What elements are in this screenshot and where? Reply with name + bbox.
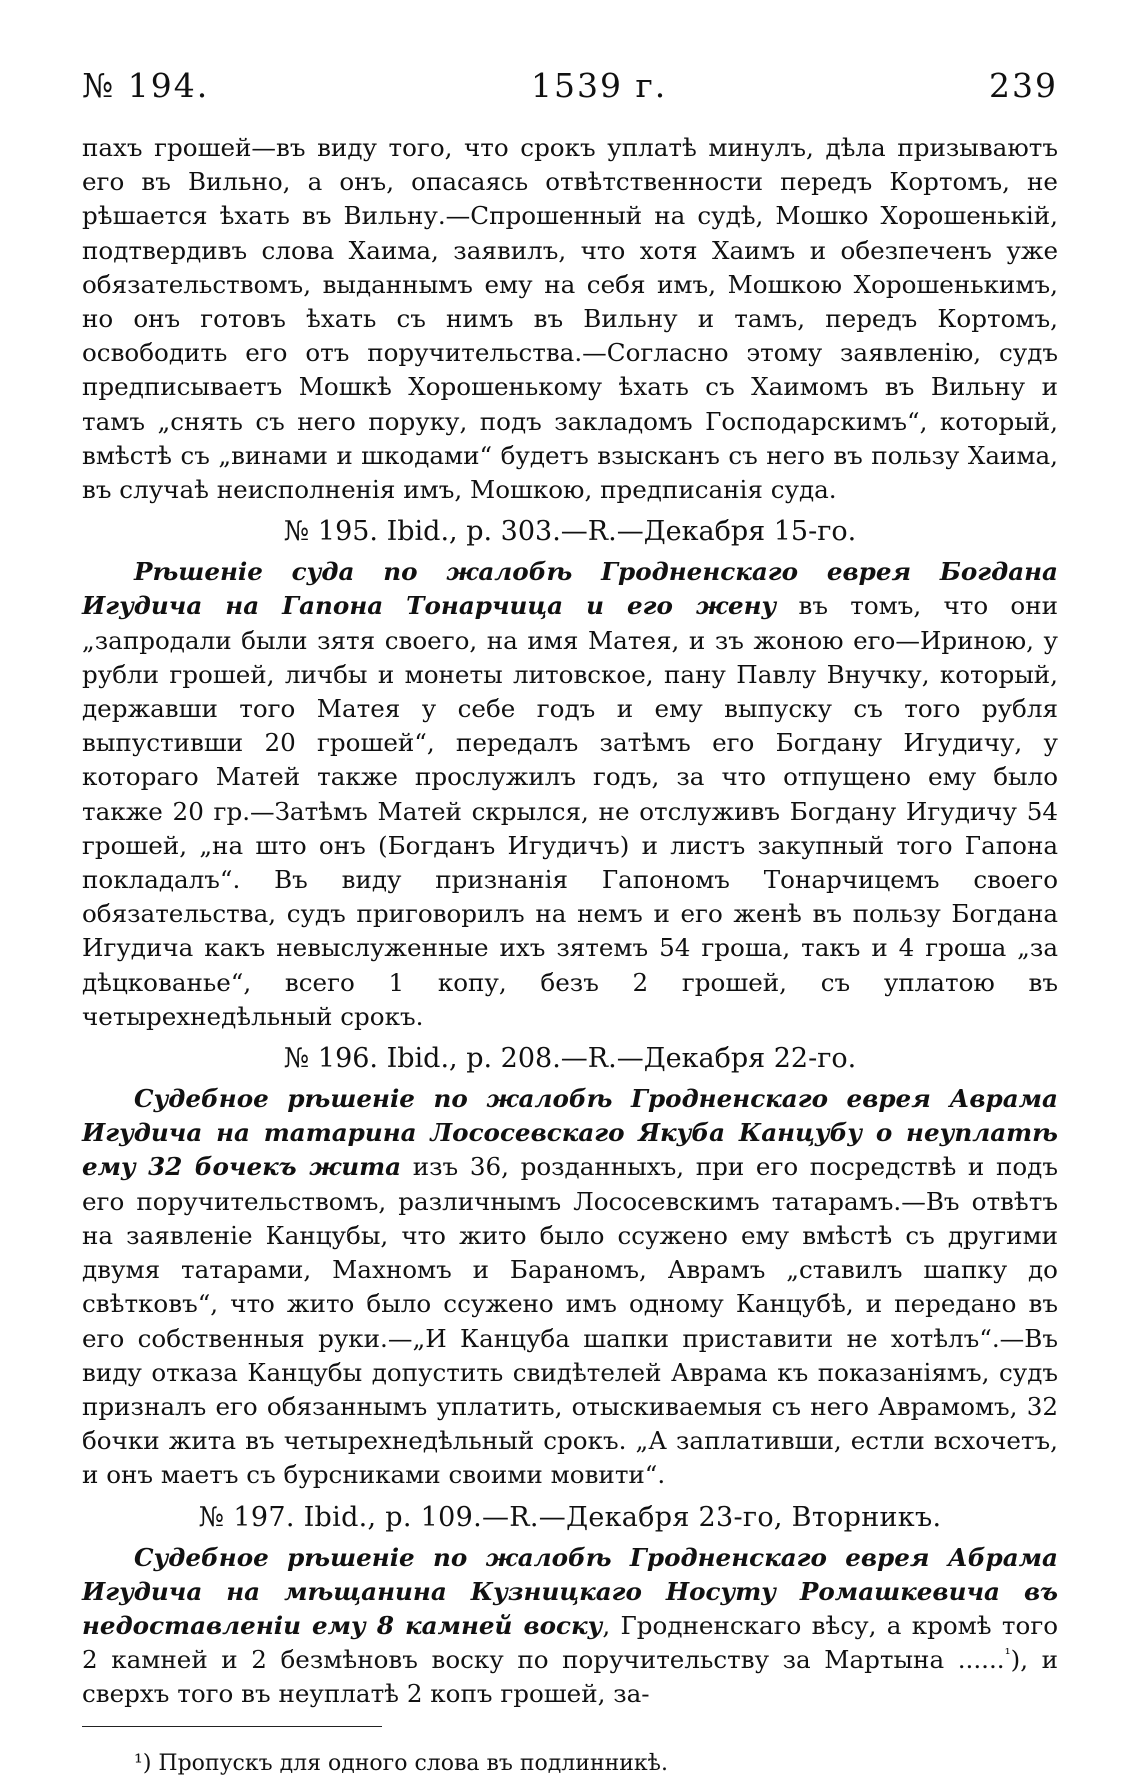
entry-text-continued: ), и сверхъ того въ неуплатѣ 2 копъ грошей, за- [82, 1645, 1059, 1709]
entry-heading-195: № 195. Ibid., p. 303.—R.—Декабря 15-го. [283, 516, 857, 548]
entry-summary: Судебное рѣшеніе по жалобѣ Гродненскаго еврея Аврама Игудича на татарина Лососевскаго Якуба Канцубу о неуплатѣ ему 32 бочекъ жита [82, 1084, 1058, 1182]
entry-196 [82, 1082, 1058, 1492]
footnote [82, 1749, 1058, 1779]
entry-summary: Судебное рѣшеніе по жалобѣ Гродненскаго еврея Абрама Игудича на мѣщанина Кузницкаго Носуту Ромашкевича въ недоставленіи ему 8 камней воску [82, 1542, 1058, 1640]
entry-heading-197: № 197. Ibid., p. 109.—R.—Декабря 23-го, Вторникъ. [198, 1501, 942, 1533]
year: 1539 г. [530, 66, 668, 105]
entry-text: , Гродненскаго вѣсу, а кромѣ того 2 камней и 2 безмѣновъ воску по поручительству за Мартына ...... [82, 1610, 1059, 1675]
running-head [82, 66, 1058, 105]
entry-text: изъ 36, розданныхъ, при его посредствѣ и подъ его поручительствомъ, различнымъ Лососевскимъ татарамъ.—Въ отвѣтъ на заявленіе Канцубы, что жито было ссужено ему вмѣстѣ съ другими двумя татарами, Махномъ и Бараномъ, Аврамъ „ставилъ шапку до свѣтковъ“, что жито было ссужено имъ одному Канцубѣ, и передано въ его собственныя руки.—„И Канцуба шапки приставити не хотѣлъ“.—Въ виду отказа Канцубы допустить свидѣтелей Аврама къ показаніямъ, судъ призналъ его обязаннымъ уплатить, отыскиваемыя съ него Аврамомъ, 32 бочки жита въ четырехнедѣльный срокъ. „А заплативши, естли всхочетъ, и онъ маетъ съ бурсниками своими мовити“. [82, 1152, 1058, 1490]
entry-summary: Рѣшеніе суда по жалобѣ Гродненскаго еврея Богдана Игудича на Гапона Тонарчица и его жену [82, 557, 1058, 621]
footnote-text: Пропускъ для одного слова въ подлинникѣ. [151, 1750, 668, 1776]
continuation-paragraph: пахъ грошей—въ виду того, что срокъ уплатѣ минулъ, дѣла призываютъ его въ Вильно, а онъ, опасаясь отвѣтственности передъ Кортомъ, не рѣшается ѣхать въ Вильну.—Спрошенный на судѣ, Мошко Хорошенькій, подтвердивъ слова Хаима, заявилъ, что хотя Хаимъ и обезпеченъ уже обязательствомъ, выданнымъ ему на себя имъ, Мошкою Хорошенькимъ, но онъ готовъ ѣхать съ нимъ въ Вильну и тамъ, передъ Кортомъ, освободить его отъ поручительства.—Согласно этому заявленію, судъ предписываетъ Мошкѣ Хорошенькому ѣхать съ Хаимомъ въ Вильну и тамъ „снять съ него поруку, подъ закладомъ Господарскимъ“, который, вмѣстѣ съ „винами и шкодами“ будетъ взысканъ съ него въ пользу Хаима, въ случаѣ неисполненія имъ, Мошкою, предписанія суда. [82, 133, 1058, 505]
footnote-marker: ¹) [134, 1750, 152, 1776]
page-number: 239 [989, 66, 1058, 105]
entry-197 [82, 1541, 1058, 1712]
footnote-divider [82, 1726, 382, 1727]
body-text [82, 131, 1058, 1712]
entry-195 [82, 555, 1058, 1034]
document-number: № 194. [82, 66, 210, 105]
entry-heading-196: № 196. Ibid., p. 208.—R.—Декабря 22-го. [283, 1043, 857, 1075]
footnote-reference: ¹ [1004, 1644, 1011, 1663]
entry-text: въ томъ, что они „запродали были зятя своего, на имя Матея, и зъ жоною его—Ириною, у рубли грошей, личбы и монеты литовское, пану Павлу Внучку, который, державши того Матея у себе годъ и ему выпуску съ того рубля выпустивши 20 грошей“, передалъ затѣмъ его Богдану Игудичу, у котораго Матей также прослужилъ годъ, за что отпущено ему было также 20 гр.—Затѣмъ Матей скрылся, не отслуживъ Богдану Игудичу 54 грошей, „на што онъ (Богданъ Игудичъ) и листъ закупный того Гапона покладалъ“. Въ виду признанія Гапономъ Тонарчицемъ своего обязательства, судъ приговорилъ на немъ и его женѣ въ пользу Богдана Игудича какъ невыслуженные ихъ зятемъ 54 гроша, такъ и 4 гроша „за дѣцкованье“, всего 1 копу, безъ 2 грошей, съ уплатою въ четырехнедѣльный срокъ. [82, 591, 1058, 1031]
